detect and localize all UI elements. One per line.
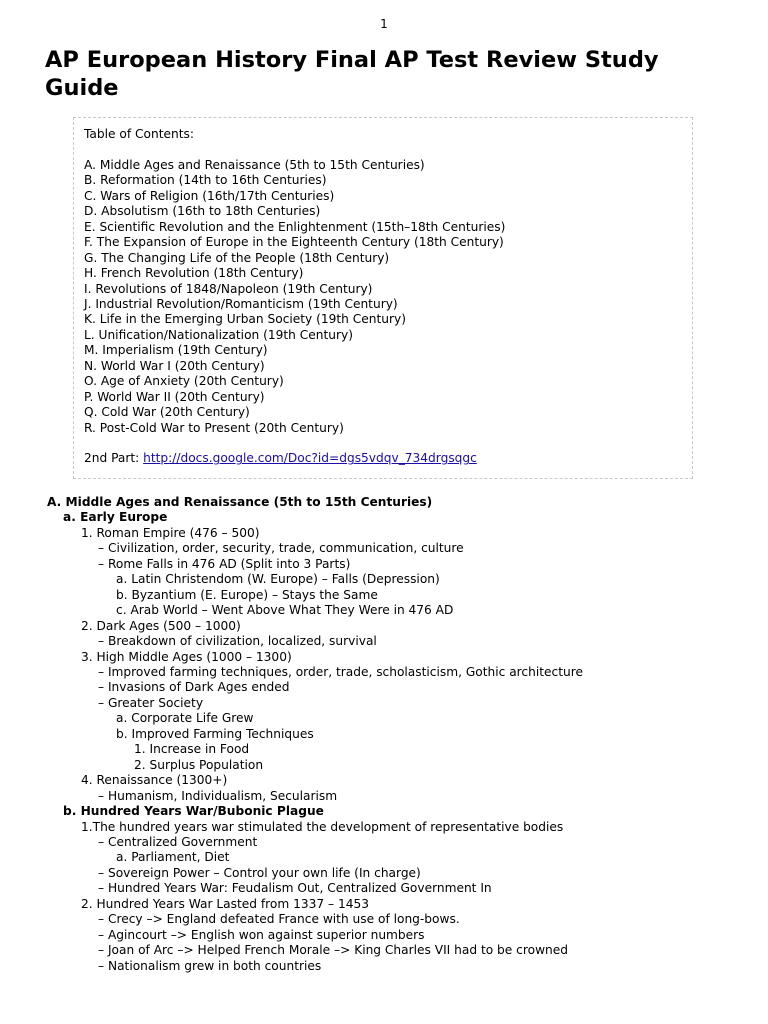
outline-item: – Centralized Government [98, 834, 258, 849]
outline-item: b. Improved Farming Techniques [116, 726, 314, 741]
second-part-line [84, 451, 692, 466]
toc-item: Q. Cold War (20th Century) [84, 405, 250, 420]
toc-item: D. Absolutism (16th to 18th Centuries) [84, 204, 321, 219]
outline-item: – Improved farming techniques, order, trade, scholasticism, Gothic architecture [98, 664, 583, 679]
subsection-heading: a. Early Europe [63, 510, 168, 525]
toc-item: G. The Changing Life of the People (18th Century) [84, 250, 390, 265]
outline-item: 1. Increase in Food [134, 742, 250, 757]
toc-item: R. Post-Cold War to Present (20th Century) [84, 420, 344, 435]
outline-item: – Joan of Arc –> Helped French Morale –> King Charles VII had to be crowned [98, 943, 568, 958]
outline-item: 2. Dark Ages (500 – 1000) [81, 618, 241, 633]
outline-item: – Agincourt –> English won against superior numbers [98, 927, 425, 942]
section-heading: A. Middle Ages and Renaissance (5th to 15th Centuries) [47, 495, 433, 509]
toc-item: H. French Revolution (18th Century) [84, 266, 304, 281]
outline-item: 1. Roman Empire (476 – 500) [81, 525, 260, 540]
outline-item: c. Arab World – Went Above What They Were in 476 AD [116, 603, 454, 618]
outline-item: – Invasions of Dark Ages ended [98, 680, 290, 695]
outline-item: – Sovereign Power – Control your own life (In charge) [98, 865, 421, 880]
toc-item: K. Life in the Emerging Urban Society (19th Century) [84, 312, 406, 327]
toc-item: M. Imperialism (19th Century) [84, 343, 268, 358]
outline-item: – Hundred Years War: Feudalism Out, Centralized Government In [98, 881, 492, 896]
toc-item: O. Age of Anxiety (20th Century) [84, 374, 284, 389]
outline-item: 4. Renaissance (1300+) [81, 773, 228, 788]
outline-item: 2. Surplus Population [134, 757, 264, 772]
outline-item: – Rome Falls in 476 AD (Split into 3 Parts) [98, 556, 351, 571]
outline-item: – Humanism, Individualism, Secularism [98, 788, 338, 803]
spacer [84, 436, 692, 451]
outline-item: – Civilization, order, security, trade, communication, culture [98, 541, 464, 556]
page-title: AP European History Final AP Test Review Study Guide [45, 47, 659, 101]
study-guide-outline [47, 495, 747, 974]
toc-item: A. Middle Ages and Renaissance (5th to 15th Centuries) [84, 157, 425, 172]
toc-item: J. Industrial Revolution/Romanticism (19th Century) [84, 296, 398, 311]
outline-item: a. Parliament, Diet [116, 850, 230, 865]
page-number: 1 [380, 17, 388, 31]
outline-item: a. Latin Christendom (W. Europe) – Falls (Depression) [116, 572, 440, 587]
table-of-contents [73, 117, 693, 479]
outline-item: – Greater Society [98, 695, 204, 710]
outline-item: – Crecy –> England defeated France with use of long-bows. [98, 912, 460, 927]
toc-item: I. Revolutions of 1848/Napoleon (19th Century) [84, 281, 373, 296]
outline-item: b. Byzantium (E. Europe) – Stays the Same [116, 587, 378, 602]
toc-item: C. Wars of Religion (16th/17th Centuries) [84, 188, 335, 203]
spacer [84, 142, 692, 157]
second-part-label: 2nd Part: [84, 451, 144, 466]
toc-item: F. The Expansion of Europe in the Eighteenth Century (18th Century) [84, 235, 504, 250]
outline-item: a. Corporate Life Grew [116, 711, 254, 726]
toc-item: P. World War II (20th Century) [84, 389, 265, 404]
toc-item: B. Reformation (14th to 16th Centuries) [84, 173, 327, 188]
outline-item: 2. Hundred Years War Lasted from 1337 – 1453 [81, 896, 369, 911]
toc-item: N. World War I (20th Century) [84, 358, 265, 373]
outline-item: 1.The hundred years war stimulated the development of representative bodies [81, 819, 564, 834]
second-part-link[interactable]: http://docs.google.com/Doc?id=dgs5vdqv_734drgsqgc [143, 451, 477, 466]
outline-item: 3. High Middle Ages (1000 – 1300) [81, 649, 292, 664]
toc-item: L. Unification/Nationalization (19th Century) [84, 327, 353, 342]
toc-heading: Table of Contents: [84, 127, 194, 141]
toc-item: E. Scientific Revolution and the Enlightenment (15th–18th Centuries) [84, 219, 506, 234]
outline-item: – Nationalism grew in both countries [98, 958, 322, 973]
outline-item: – Breakdown of civilization, localized, survival [98, 634, 377, 649]
subsection-heading: b. Hundred Years War/Bubonic Plague [63, 804, 324, 819]
